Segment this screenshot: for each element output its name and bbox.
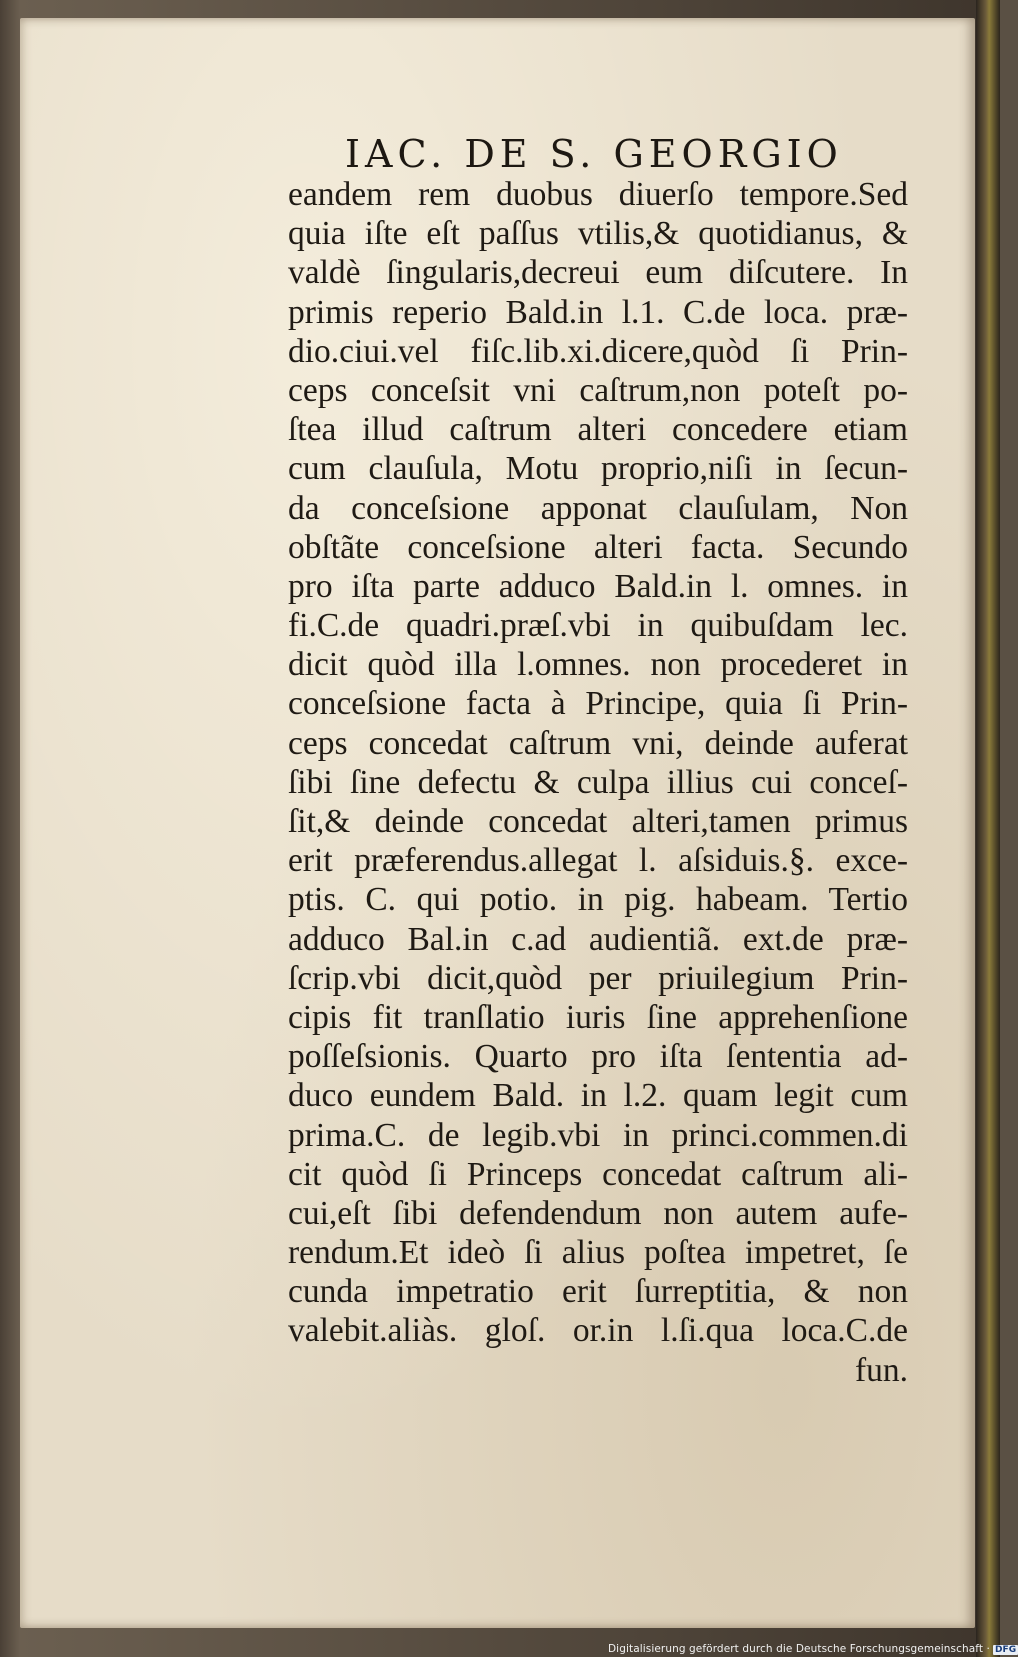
book-edge: [976, 0, 1000, 1657]
text-line: ſibi ſine defectu & culpa illius cui conceſ-: [288, 763, 908, 801]
text-line: dicit quòd illa l.omnes. non procederet in: [288, 646, 908, 684]
text-line: rendum.Et ideò ſi alius poſtea impetret, ſe: [288, 1234, 908, 1272]
dfg-logo: DFG: [994, 1645, 1017, 1655]
text-line: fi.C.de quadri.præſ.vbi in quibuſdam lec.: [288, 607, 908, 645]
text-line: poſſeſsionis. Quarto pro iſta ſententia ad-: [288, 1038, 908, 1076]
text-line: ceps concedat caſtrum vni, deinde auferat: [288, 724, 908, 762]
text-line: prima.C. de legib.vbi in princi.commen.di: [288, 1116, 908, 1154]
text-line: ſtea illud caſtrum alteri concedere etiam: [288, 411, 908, 449]
text-line: cipis fit tranſlatio iuris ſine apprehenſione: [288, 998, 908, 1036]
catchword: fun.: [854, 1351, 908, 1389]
text-line: ſit,& deinde concedat alteri,tamen primus: [288, 803, 908, 840]
text-line: cit quòd ſi Princeps concedat caſtrum ali-: [288, 1155, 908, 1193]
text-line: ſcrip.vbi dicit,quòd per priuilegium Prin-: [288, 959, 908, 997]
text-line: conceſsione facta à Principe, quia ſi Prin-: [288, 685, 908, 723]
text-line: eandem rem duobus diuerſo tempore.Sed: [288, 176, 908, 213]
text-line: ptis. C. qui potio. in pig. habeam. Tertio: [288, 881, 908, 919]
text-line: cunda impetratio erit ſurreptitia, & non: [288, 1273, 908, 1311]
body-text: [288, 175, 908, 1390]
funding-footer: [608, 1643, 1018, 1655]
text-line: pro iſta parte adduco Bald.in l. omnes. in: [288, 567, 908, 605]
text-line: erit præferendus.allegat l. aſsiduis.§. exce-: [288, 842, 908, 880]
text-line: cui,eſt ſibi defendendum non autem aufe-: [288, 1194, 908, 1232]
text-line: duco eundem Bald. in l.2. quam legit cum: [288, 1077, 908, 1115]
text-line: ceps conceſsit vni caſtrum,non poteſt po-: [288, 371, 908, 409]
text-line: adduco Bal.in c.ad audientiã. ext.de præ-: [288, 920, 908, 958]
text-line: valebit.aliàs. gloſ. or.in l.ſi.qua loca.C.de: [288, 1312, 908, 1350]
text-line: primis reperio Bald.in l.1. C.de loca. præ-: [288, 293, 908, 331]
footer-text: Digitalisierung gefördert durch die Deutsche Forschungsgemeinschaft ·: [608, 1643, 990, 1655]
text-line: obſtãte conceſsione alteri facta. Secundo: [288, 528, 908, 566]
text-line: da conceſsione apponat clauſulam, Non: [288, 489, 908, 527]
text-line: valdè ſingularis,decreui eum diſcutere. In: [288, 254, 908, 292]
text-line: dio.ciui.vel fiſc.lib.xi.dicere,quòd ſi Prin-: [288, 332, 908, 370]
text-line: quia iſte eſt paſſus vtilis,& quotidianus, &: [288, 215, 908, 253]
text-line: cum clauſula, Motu proprio,niſi in ſecun-: [288, 450, 908, 488]
running-header: IAC. DE S. GEORGIO: [345, 132, 843, 176]
